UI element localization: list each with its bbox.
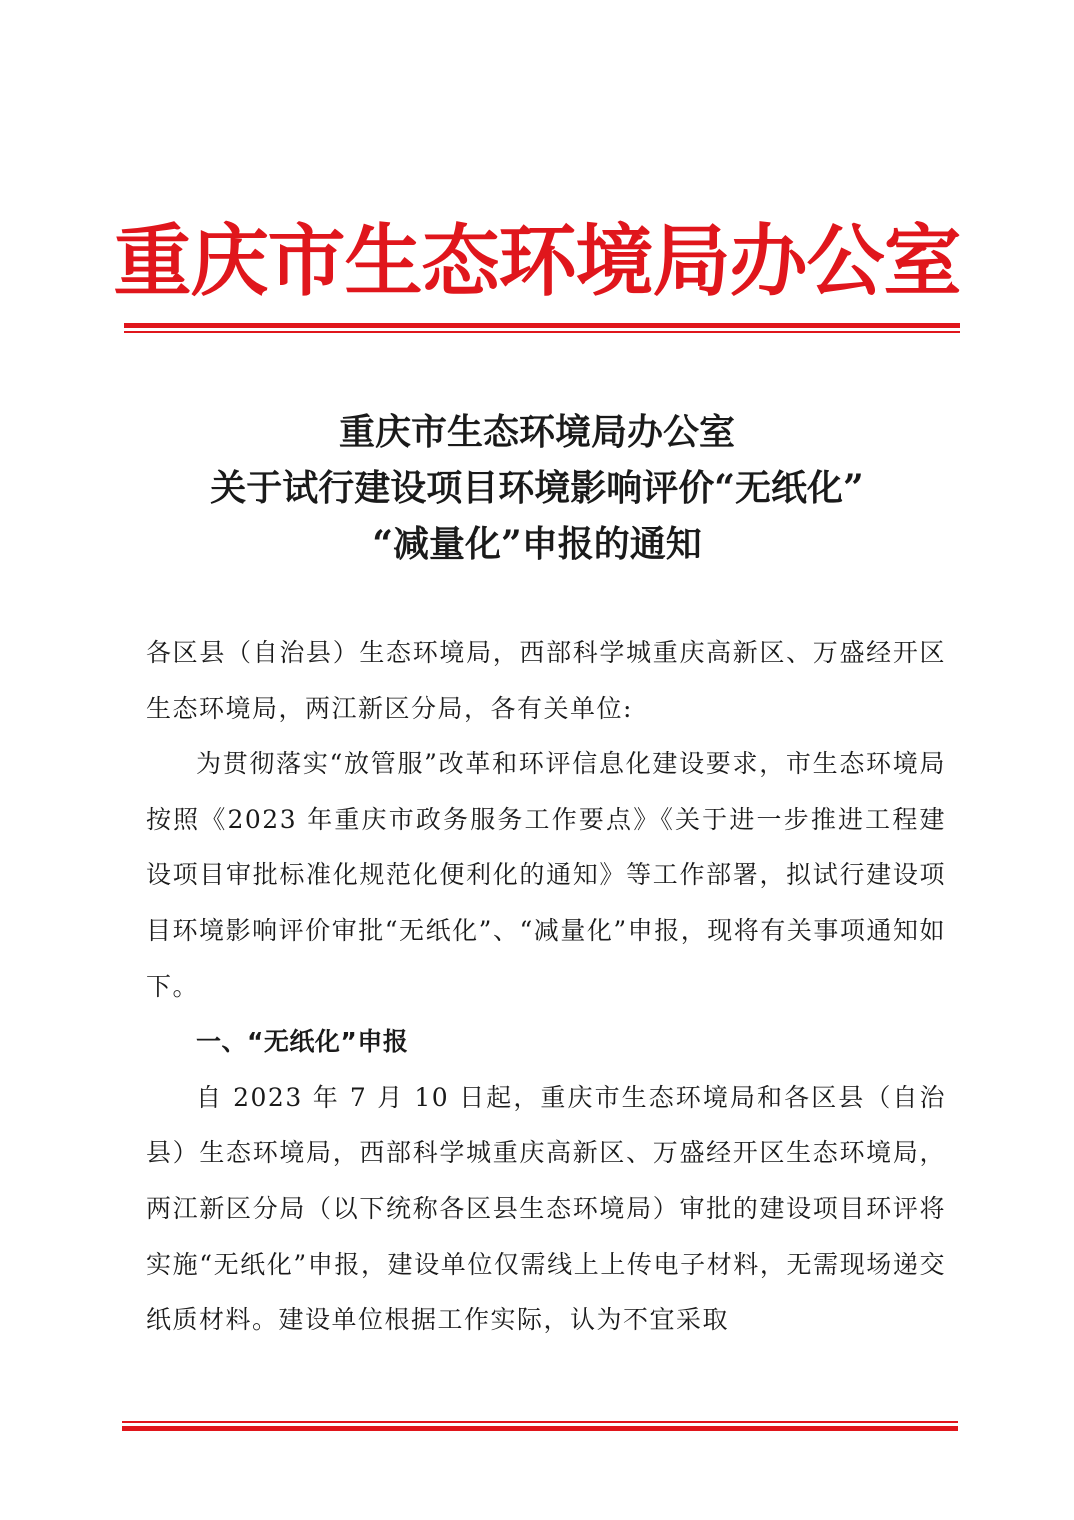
masthead-org-name: 重庆市生态环境局办公室 — [113, 216, 961, 307]
body-paragraph-2: 自 2023 年 7 月 10 日起，重庆市生态环境局和各区县（自治县）生态环境局，西部科学城重庆高新区、万盛经开区生态环境局，两江新区分局（以下统称各区县生态环境局）审批的建设项目环评将实施“无纸化”申报，建设单位仅需线上上传电子材料，无需现场递交纸质材料。建设单位根据工作实际，认为不宜采取 — [146, 1082, 946, 1335]
title-line-2: 关于试行建设项目环境影响评价“无纸化” — [210, 467, 864, 509]
title-line-3: “减量化”申报的通知 — [372, 523, 702, 565]
document-title — [0, 404, 1074, 572]
footer-rule-thin — [122, 1421, 958, 1423]
body-paragraph-1: 为贯彻落实“放管服”改革和环评信息化建设要求，市生态环境局按照《2023 年重庆市政务服务工作要点》《关于进一步推进工程建设项目审批标准化规范化便利化的通知》等工作部署，拟试行建设项目环境影响评价审批“无纸化”、“减量化”申报，现将有关事项通知如下。 — [146, 749, 946, 1001]
footer-rule-thick — [122, 1426, 958, 1431]
masthead-rule-thin — [124, 331, 960, 333]
section-heading-1: 一、“无纸化”申报 — [196, 1027, 409, 1057]
document-body — [146, 625, 946, 1348]
title-line-1: 重庆市生态环境局办公室 — [338, 411, 735, 453]
addressee: 各区县（自治县）生态环境局，西部科学城重庆高新区、万盛经开区生态环境局，两江新区分局，各有关单位: — [146, 638, 946, 723]
masthead-rule-thick — [124, 323, 960, 328]
